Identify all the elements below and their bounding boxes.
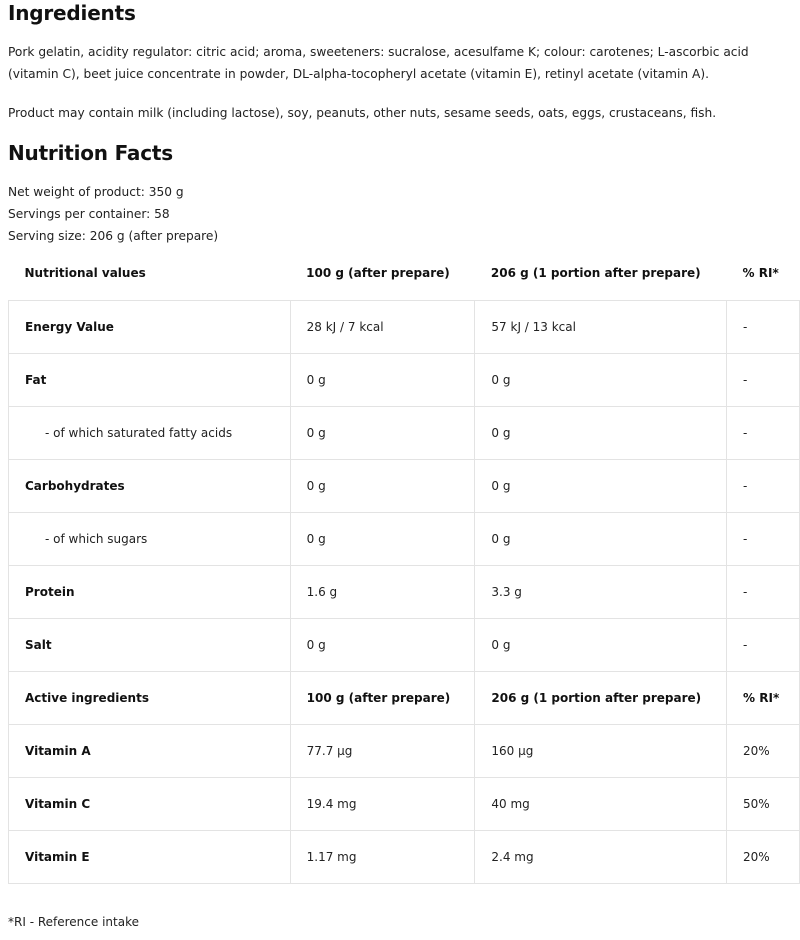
row-name: Vitamin C	[9, 777, 291, 830]
row-per100: 28 kJ / 7 kcal	[290, 300, 475, 353]
row-ri: -	[727, 512, 800, 565]
active-header-portion: 206 g (1 portion after prepare)	[475, 671, 727, 724]
row-per100: 19.4 mg	[290, 777, 475, 830]
header-cell-per100: 100 g (after prepare)	[290, 247, 475, 300]
row-ri: -	[727, 618, 800, 671]
table-row	[9, 830, 800, 883]
table-row	[9, 565, 800, 618]
active-header-row	[9, 671, 800, 724]
allergen-note: Product may contain milk (including lactose), soy, peanuts, other nuts, sesame seeds, oats, eggs, crustaceans, fish.	[8, 106, 717, 120]
header-cell-portion: 206 g (1 portion after prepare)	[475, 247, 727, 300]
table-row	[9, 724, 800, 777]
row-portion: 160 µg	[475, 724, 727, 777]
row-name: Fat	[9, 353, 291, 406]
row-per100: 0 g	[290, 406, 475, 459]
serving-size: Serving size: 206 g (after prepare)	[8, 229, 219, 243]
row-portion: 0 g	[475, 353, 727, 406]
table-row	[9, 777, 800, 830]
row-name: Protein	[9, 565, 291, 618]
table-row	[9, 300, 800, 353]
row-portion: 0 g	[475, 618, 727, 671]
row-ri: 20%	[727, 830, 800, 883]
row-portion: 0 g	[475, 406, 727, 459]
row-ri: -	[727, 406, 800, 459]
row-ri: -	[727, 459, 800, 512]
row-per100: 0 g	[290, 618, 475, 671]
row-per100: 1.17 mg	[290, 830, 475, 883]
row-name: - of which sugars	[9, 512, 291, 565]
row-per100: 77.7 µg	[290, 724, 475, 777]
row-portion: 2.4 mg	[475, 830, 727, 883]
nutrition-heading: Nutrition Facts	[8, 141, 173, 165]
row-name: Vitamin E	[9, 830, 291, 883]
row-per100: 0 g	[290, 512, 475, 565]
row-ri: -	[727, 565, 800, 618]
table-row	[9, 618, 800, 671]
row-name: - of which saturated fatty acids	[9, 406, 291, 459]
row-name: Carbohydrates	[9, 459, 291, 512]
row-name: Salt	[9, 618, 291, 671]
active-header-per100: 100 g (after prepare)	[290, 671, 475, 724]
header-cell-ri: % RI*	[727, 247, 800, 300]
row-per100: 0 g	[290, 353, 475, 406]
header-cell-name: Nutritional values	[9, 247, 291, 300]
row-portion: 0 g	[475, 459, 727, 512]
table-header-row	[9, 247, 800, 300]
table-row	[9, 459, 800, 512]
row-ri: -	[727, 300, 800, 353]
servings-per-container: Servings per container: 58	[8, 207, 170, 221]
row-ri: 20%	[727, 724, 800, 777]
row-name: Energy Value	[9, 300, 291, 353]
row-ri: -	[727, 353, 800, 406]
row-portion: 3.3 g	[475, 565, 727, 618]
ri-footnote: *RI - Reference intake	[8, 915, 139, 929]
active-header-ri: % RI*	[727, 671, 800, 724]
row-per100: 1.6 g	[290, 565, 475, 618]
row-name: Vitamin A	[9, 724, 291, 777]
row-portion: 57 kJ / 13 kcal	[475, 300, 727, 353]
table-row	[9, 353, 800, 406]
table-row	[9, 406, 800, 459]
nutrition-table	[8, 247, 800, 884]
row-portion: 40 mg	[475, 777, 727, 830]
ingredients-text: Pork gelatin, acidity regulator: citric acid; aroma, sweeteners: sucralose, acesulfame K; colour: carotenes; L-ascorbic acid (vitamin C), beet juice concentrate in powder, DL-alpha-tocopheryl acetate (vitamin E), retinyl acetate (vitamin A).	[8, 45, 749, 81]
table-row	[9, 512, 800, 565]
row-per100: 0 g	[290, 459, 475, 512]
ingredients-heading: Ingredients	[8, 1, 136, 25]
net-weight: Net weight of product: 350 g	[8, 185, 184, 199]
row-ri: 50%	[727, 777, 800, 830]
active-header-name: Active ingredients	[9, 671, 291, 724]
row-portion: 0 g	[475, 512, 727, 565]
